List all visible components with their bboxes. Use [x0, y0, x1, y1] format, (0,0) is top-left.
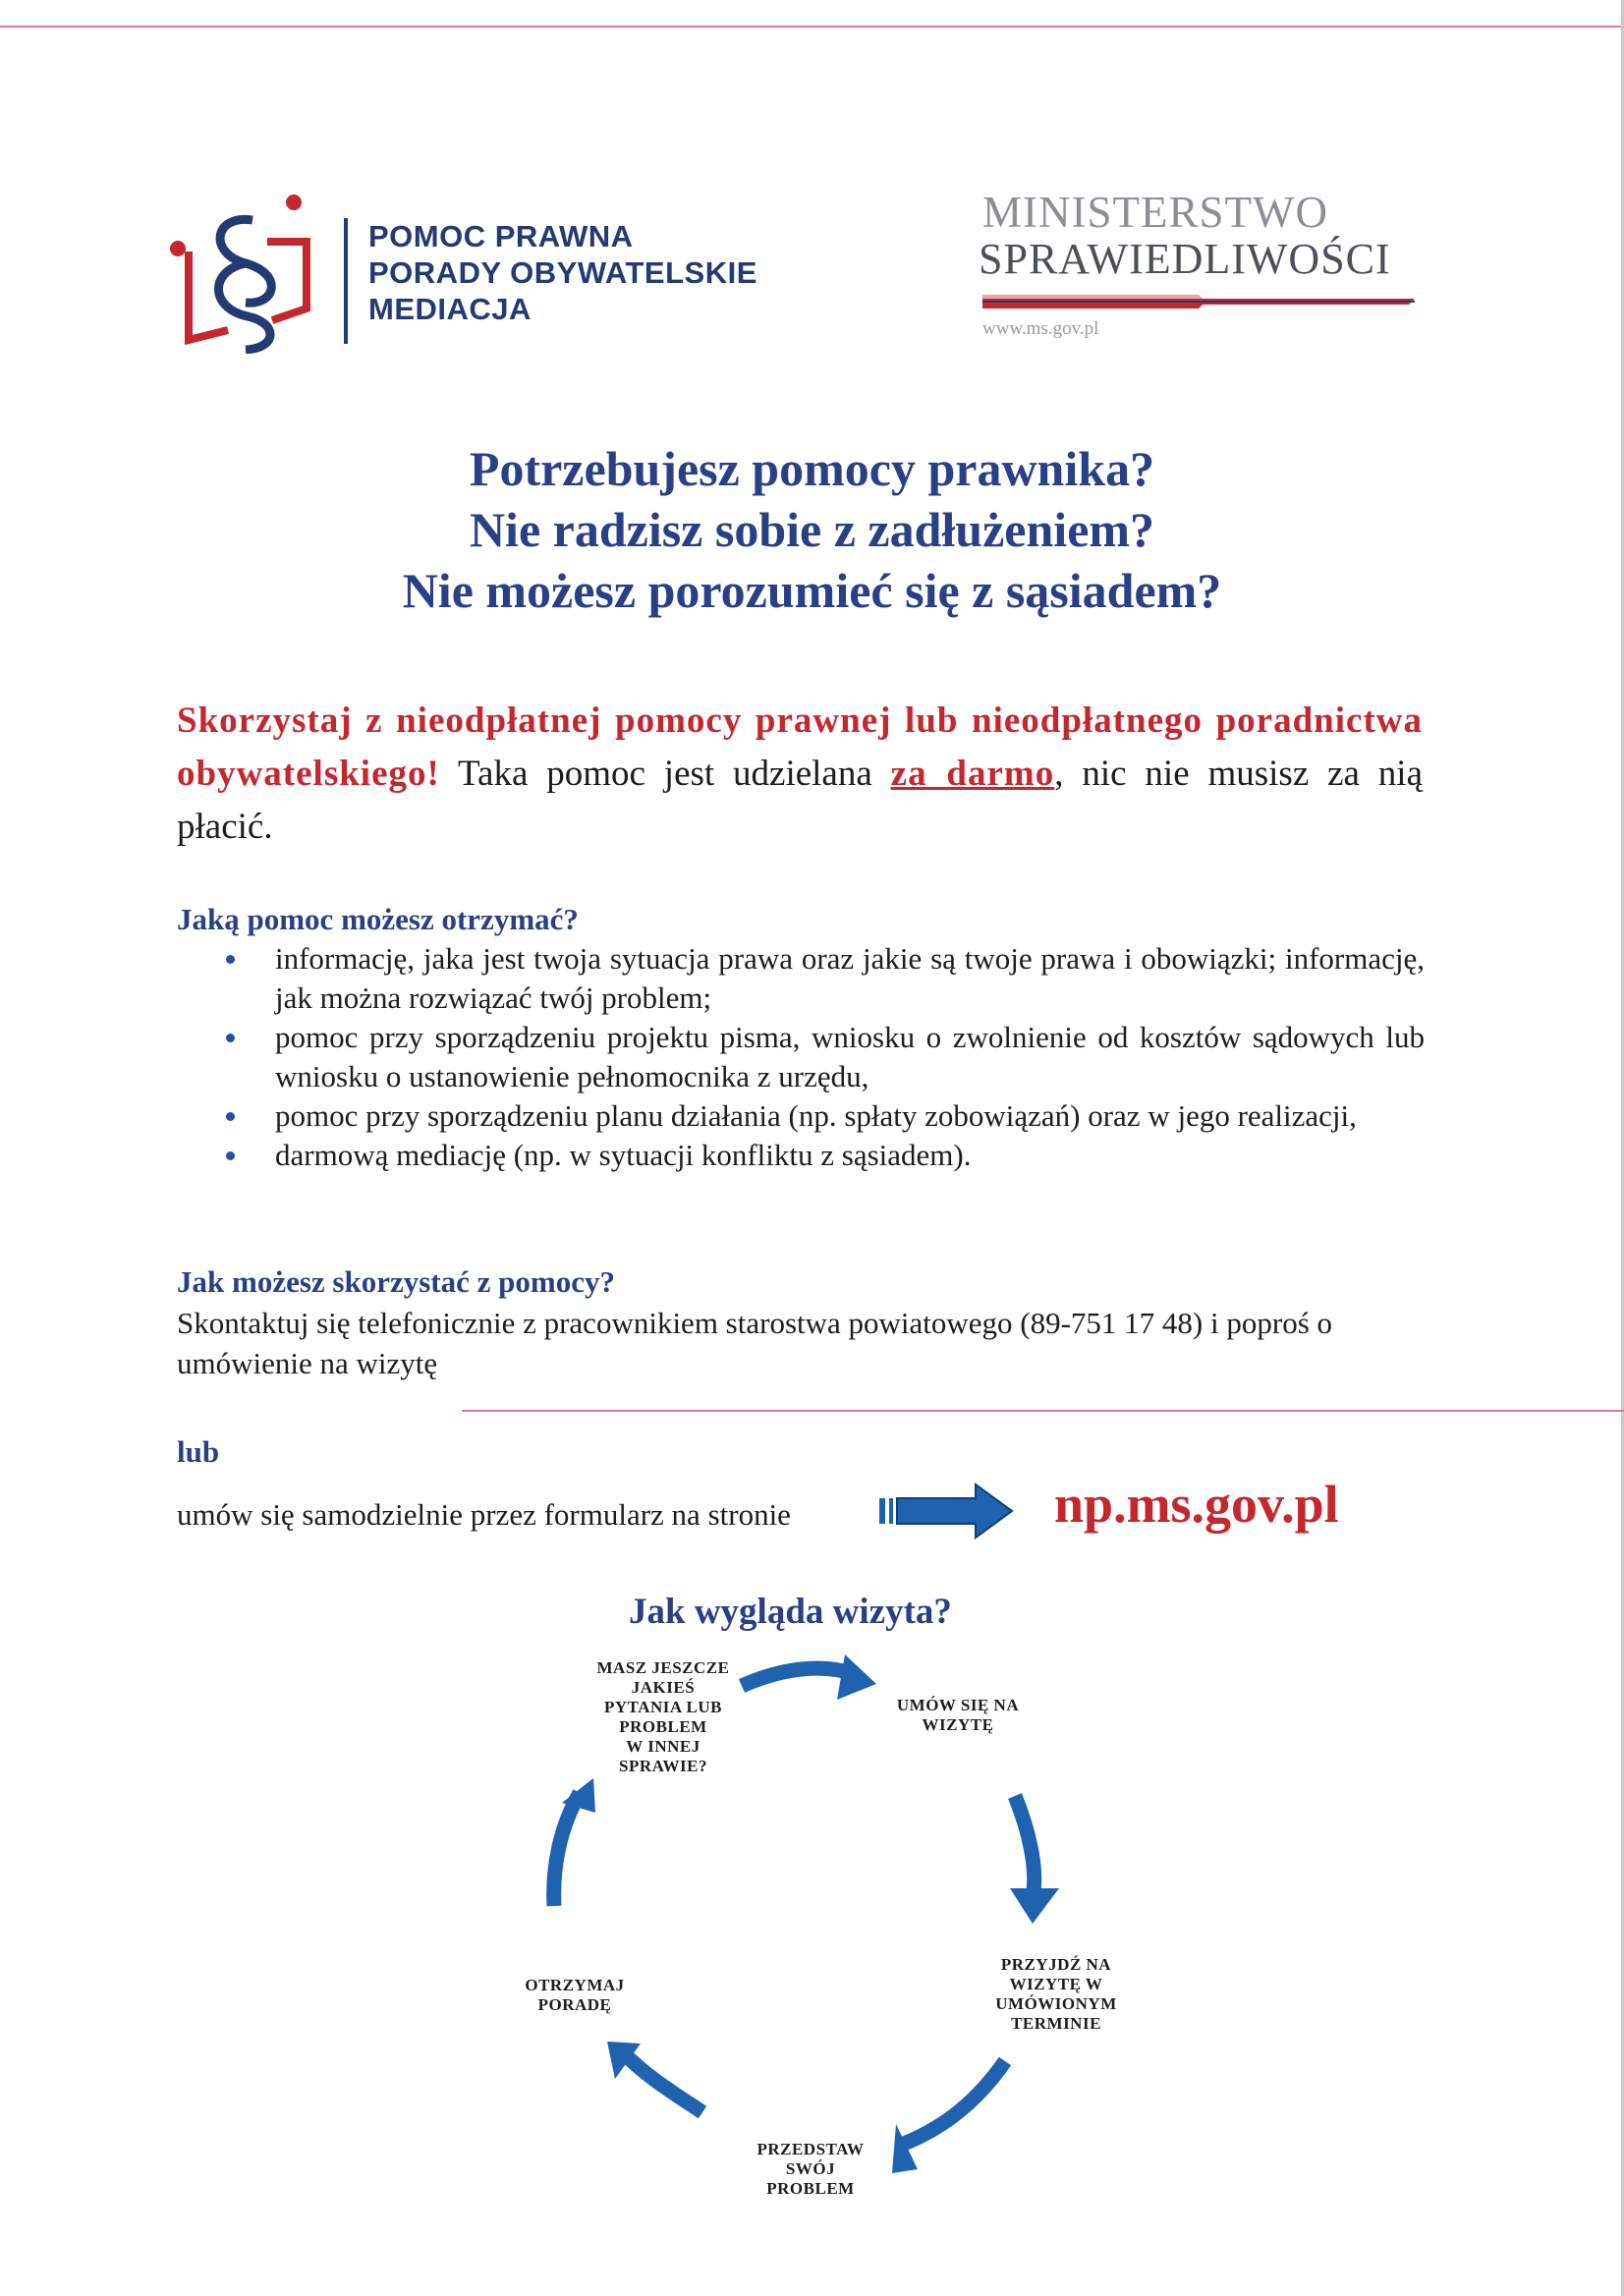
headline-line: Potrzebujesz pomocy prawnika?: [469, 441, 1155, 496]
paragraph-section-logo-icon: [169, 193, 326, 354]
intro-text: Taka pomoc jest udzielana: [439, 754, 891, 794]
website-link[interactable]: np.ms.gov.pl: [1054, 1475, 1339, 1534]
cycle-step-present-problem: [727, 2140, 894, 2199]
step-line: PRZEDSTAW: [756, 2140, 865, 2158]
step-line: WIZYTĘ W: [1009, 1975, 1103, 1993]
ministry-name-line2: SPRAWIEDLIWOŚCI: [979, 235, 1391, 283]
step-line: MASZ JESZCZE: [596, 1658, 730, 1677]
list-item-text: darmową mediację (np. w sytuacji konfliktu z sąsiadem).: [275, 1138, 972, 1172]
cycle-arrow-icon: [1015, 1796, 1035, 1891]
step-line: PROBLEM: [619, 1717, 707, 1736]
step-line: W INNEJ: [626, 1737, 700, 1756]
cycle-arrow-icon: [624, 2053, 702, 2112]
program-logo-line: PORADY OBYWATELSKIE: [368, 255, 757, 290]
intro-paragraph: [177, 695, 1423, 854]
cycle-arrow-head: [837, 1654, 876, 1700]
right-arrow-icon: [879, 1482, 1017, 1540]
online-form-text: umów się samodzielnie przez formularz na stronie: [177, 1497, 791, 1532]
step-line: PYTANIA LUB: [604, 1698, 722, 1716]
cycle-step-more-questions: [580, 1658, 747, 1776]
bullet-icon: [226, 1112, 235, 1121]
program-logo-line: POMOC PRAWNA: [368, 219, 634, 253]
step-line: WIZYTĘ: [922, 1715, 994, 1734]
step-line: PROBLEM: [766, 2179, 855, 2198]
cycle-arrow-icon: [742, 1668, 855, 1686]
cycle-step-attend-visit: [973, 1955, 1140, 2034]
help-list: [224, 939, 1425, 1175]
how-section-title: Jak możesz skorzystać z pomocy?: [177, 1264, 615, 1299]
free-of-charge-highlight: za darmo: [890, 754, 1055, 794]
bullet-icon: [226, 1151, 235, 1160]
step-line: SPRAWIE?: [619, 1757, 707, 1775]
list-item-text: pomoc przy sporządzeniu planu działania (np. spłaty zobowiązań) oraz w jego realizacji,: [275, 1098, 1357, 1133]
contact-instructions: Skontaktuj się telefonicznie z pracownikiem starostwa powiatowego (89-751 17 48) i poproś o umówienie na wizytę: [177, 1306, 1333, 1380]
scan-border-line: [0, 26, 1624, 28]
page-headline: [196, 438, 1428, 621]
flag-stripe-icon: [982, 292, 1415, 313]
cycle-arrow-head: [1010, 1888, 1059, 1924]
step-line: UMÓW SIĘ NA: [896, 1696, 1020, 1714]
step-line: UMÓWIONYM: [995, 1994, 1117, 2013]
logo-divider: [344, 218, 348, 344]
or-label: lub: [177, 1434, 220, 1469]
step-line: JAKIEŚ: [631, 1678, 696, 1697]
step-line: SWÓJ: [785, 2159, 836, 2178]
step-line: TERMINIE: [1011, 2014, 1101, 2033]
help-section-title: Jaką pomoc możesz otrzymać?: [177, 902, 579, 936]
intro-text-end: , nic nie musisz za nią płacić.: [177, 754, 1424, 847]
list-item: [224, 1136, 1425, 1175]
cycle-arrow-icon: [554, 1793, 580, 1906]
visit-section-title: Jak wygląda wizyta?: [629, 1592, 952, 1632]
intro-highlight: Skorzystaj z nieodpłatnej pomocy prawnej lub nieodpłatnego poradnictwa obywatelskiego!: [177, 700, 1423, 794]
ministry-name-line1: MINISTERSTWO: [982, 188, 1328, 237]
cycle-arrow-icon: [904, 2061, 1005, 2144]
list-item-text: informację, jaka jest twoja sytuacja prawa oraz jakie są twoje prawa i obowiązki; informację, jak można rozwiązać twój problem;: [275, 941, 1425, 1015]
ministry-url: www.ms.gov.pl: [982, 318, 1099, 339]
step-line: PORADĘ: [537, 1995, 612, 2014]
bullet-icon: [226, 1034, 235, 1042]
step-line: OTRZYMAJ: [525, 1976, 625, 1994]
list-item: [224, 1096, 1425, 1136]
cycle-step-get-advice: [491, 1976, 658, 2015]
headline-line: Nie możesz porozumieć się z sąsiadem?: [402, 563, 1222, 618]
list-item: [224, 1018, 1425, 1096]
list-item-text: pomoc przy sporządzeniu projektu pisma, wniosku o zwolnienie od kosztów sądowych lub wniosku o ustanowienie pełnomocnika z urzędu,: [275, 1020, 1425, 1093]
program-logo-line: MEDIACJA: [368, 292, 532, 326]
bullet-icon: [226, 955, 235, 964]
headline-line: Nie radzisz sobie z zadłużeniem?: [469, 502, 1155, 557]
step-line: PRZYJDŹ NA: [1000, 1955, 1112, 1974]
list-item: [224, 939, 1425, 1018]
scan-border-line: [462, 1410, 1624, 1412]
program-logo-text: [368, 218, 820, 327]
cycle-step-book-visit: [865, 1696, 1051, 1735]
